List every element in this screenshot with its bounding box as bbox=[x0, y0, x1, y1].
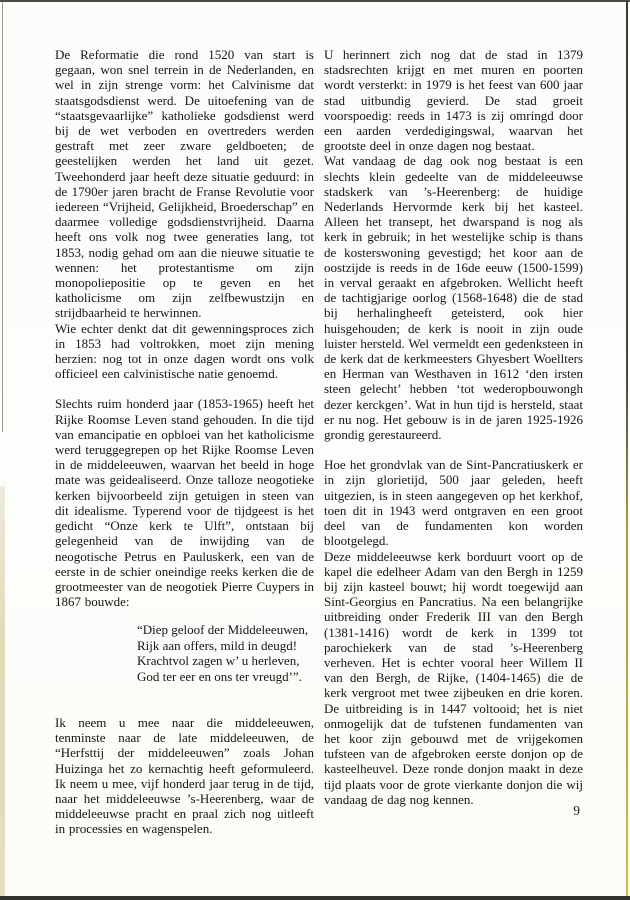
scan-edge-bottom bbox=[0, 896, 630, 900]
paragraph: Wat vandaag de dag ook nog bestaat is een slechts klein gedeelte van de middeleeuwse stadskerk van ’s-Heerenberg: de huidige Nederlands Hervormde kerk bij het kasteel. Alleen het transept, het dwarspand is nog als kerk in gebruik; in het westelijke schip is thans de kosterswoning gevestigd; het koor aan de oostzijde is reeds in de 16de eeuw (1500-1599) in verval geraakt en afgebroken. Wellicht heeft de tachtigjarige oorlog (1568-1648) die de stad bij herhalingheeft geteisterd, ook hier huisgehouden; de kerk is nooit in zijn oude luister hersteld. Wel vermeldt een gedenksteen in de kerk dat de kerkmeesters Ghyesbert Woellters en Herman van Westhaven in 1612 ‘den irsten steen gelecht’ hebben ‘tot wederopbouwongh dezer kerckgen’. Wat in hun tijd is hersteld, staat er nu nog. Het gebouw is in de jaren 1925-1926 grondig gerestaureerd. bbox=[324, 153, 583, 443]
paragraph: Deze middeleeuwse kerk borduurt voort op de kapel die edelheer Adam van den Bergh in 1259 bij zijn kasteel bouwt; hij wordt toegewijd aan Sint-Georgius en Pancratius. Na een belangrijke uitbreiding onder Frederik III van den Bergh (1381-1416) wordt de kerk in 1399 tot parochiekerk van de stad ’s-Heerenberg verheven. Het is echter vooral heer Willem II van den Bergh, de Rijke, (1404-1465) die de kerk vergroot met twee zijbeuken en drie koren. De uitbreiding is in 1447 voltooid; het is niet onmogelijk dat de tufstenen fundamenten van het koor zijn gebouwd met de vrijgekomen tufsteen van de afgebroken eerste donjon op de kasteelheuvel. Deze ronde donjon maakt in deze tijd plaats voor de grote vierkante donjon die wij vandaag de dag nog kennen. bbox=[324, 548, 583, 807]
poem-block bbox=[55, 622, 314, 684]
poem-line: Rijk aan offers, mild in deugd! bbox=[137, 637, 298, 653]
text-columns bbox=[55, 47, 583, 837]
poem-line: “Diep geloof der Middeleeuwen, bbox=[137, 622, 309, 638]
left-column bbox=[55, 47, 314, 837]
poem-line: God ter eer en ons ter vreugd’”. bbox=[137, 668, 302, 684]
scan-edge-right-line bbox=[626, 2, 628, 896]
paragraph: U herinnert zich nog dat de stad in 1379 stadsrechten krijgt en met muren en poorten wordt versterkt: in 1979 is het feest van 600 jaar stad uitbundig gevierd. De stad groeit voorspoedig: reeds in 1473 is zij omringd door een aarden verdedigingswal, waarvan het grootste deel in onze dagen nog bestaat. bbox=[324, 47, 583, 154]
page-number: 9 bbox=[573, 803, 580, 818]
scan-edge-left-line bbox=[2, 2, 3, 432]
paragraph: Wie echter denkt dat dit gewenningsproces zich in 1853 had voltrokken, moet zijn mening herzien: nog tot in onze dagen wordt ons volk officieel een calvinistische natie genoemd. bbox=[55, 320, 314, 382]
right-column bbox=[324, 47, 583, 837]
paragraph: De Reformatie die rond 1520 van start is gegaan, won snel terrein in de Nederlanden, en wel in zijn strenge vorm: het Calvinisme dat staatsgodsdienst werd. De uitoefening van de “staatsgevaarlijke” katholieke godsdienst werd bij de wet verboden en overtreders werden gestraft met zeer zware geldboeten; de geestelijken werden het land uit gezet. Tweehonderd jaar heeft deze situatie geduurd: in de 1790er jaren bracht de Franse Revolutie voor iedereen “Vrijheid, Gelijkheid, Broederschap” en daarmee volledige godsdienstvrijheid. Daarna heeft ons volk nog twee generaties lang, tot 1853, nodig gehad om aan die nieuwe situatie te wennen: het protestantisme om zijn monopoliepositie op te geven en het katholicisme om zijn zelfbewustzijn en strijdbaarheid te herwinnen. bbox=[55, 47, 314, 321]
paragraph: Hoe het grondvlak van de Sint-Pancratiuskerk er in zijn glorietijd, 500 jaar geleden, heeft uitgezien, is in steen aangegeven op het kerkhof, toen dit in 1943 werd ontgraven en een groot deel van de fundamenten kon worden blootgelegd. bbox=[324, 457, 583, 549]
paragraph-gap bbox=[324, 442, 583, 457]
paragraph-gap bbox=[55, 381, 314, 396]
poem-line: Krachtvol zagen w’ u herleven, bbox=[137, 653, 300, 669]
scan-edge-top bbox=[0, 0, 630, 2]
paragraph: Ik neem u mee naar die middeleeuwen, tenminste naar de late middeleeuwen, de “Herfsttij der middeleeuwen” zoals Johan Huizinga het zo kernachtig heeft geformuleerd. Ik neem u mee, vijf honderd jaar terug in de tijd, naar het middeleeuwse ’s-Heerenberg, waar de middeleeuwse pracht en praal zich nog uitleeft in processies en wagenspelen. bbox=[55, 714, 314, 837]
paragraph: Slechts ruim honderd jaar (1853-1965) heeft het Rijke Roomse Leven stand gehouden. In die tijd van emancipatie en opbloei van het katholicisme werd teruggegrepen op het Rijke Roomse Leven in de middeleeuwen, waarvan het beeld in hoge mate was geidealiseerd. Onze talloze neogotieke kerken bijvoorbeeld zijn getuigen in steen van dit idealisme. Typerend voor de tijdgeest is het gedicht “Onze kerk te Ulft”, ontstaan bij gelegenheid van de inwijding van de neogotische Petrus en Pauluskerk, een van de eerste in de schier oneindige reeks kerken die de grootmeester van de neogotiek Pierre Cuypers in 1867 bouwde: bbox=[55, 396, 314, 610]
scan-edge-left-strip bbox=[0, 486, 5, 896]
